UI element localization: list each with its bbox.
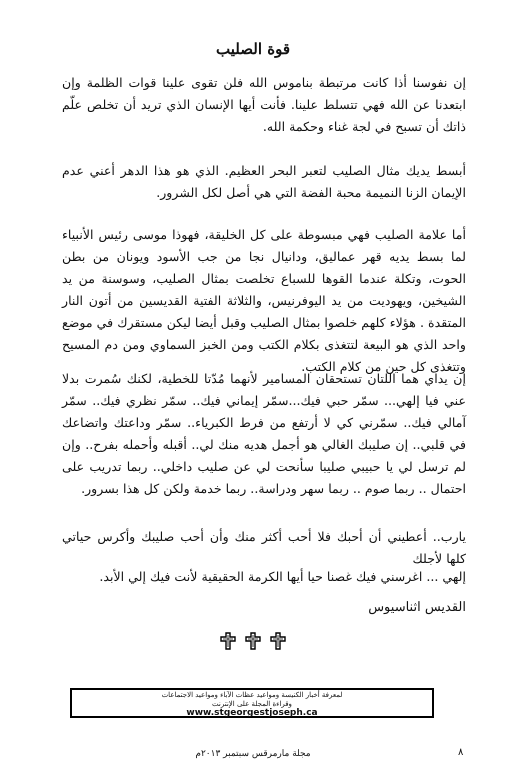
signature-author: القديس اثناسيوس — [368, 600, 466, 615]
paragraph-prayer-vine: إلهي ... اغرسني فيك غصنا حيا أيها الكرمة الحقيقية لأنت فيك إلي الأبد. — [99, 569, 466, 584]
document-title: قوة الصليب — [216, 40, 290, 58]
page-number: ٨ — [458, 747, 464, 758]
crosses-ornament — [0, 632, 506, 654]
paragraph-stretch-hands: أبسط يديك مثال الصليب لتعبر البحر العظيم. الذي هو هذا الدهر أعني عدم الإيمان الزنا النميمة محبة الفضة التي هي أصل لكل الشرور. — [62, 163, 466, 200]
paragraph-prayer-lord: يارب.. أعطيني أن أحبك فلا أحب أكثر منك وأن أحب صليبك وأكرس حياتي كلها لأجلك — [62, 529, 466, 566]
footer-magazine-issue: مجلة مارمرقس سبتمبر ٢٠١٣م — [195, 749, 311, 759]
ad-line-read-online: وقراءة المجلة على الإنترنت — [212, 699, 292, 708]
cross-icon — [220, 632, 236, 654]
paragraph-intro: إن نفوسنا أذا كانت مرتبطة بناموس الله فلن تقوى علينا قوات الظلمة وإن ابتعدنا عن الله فهي تتسلط علينا. فأنت أيها الإنسان الذي تريد أن تخلص علّم ذاتك أن تسبح في لجة غناء وحكمة الله. — [62, 75, 466, 134]
website-link[interactable]: www.stgeorgestjoseph.ca — [186, 708, 318, 718]
cross-icon — [245, 632, 261, 654]
cross-icon — [270, 632, 286, 654]
ad-line-news: لمعرفة أخبار الكنيسة ومواعيد عظات الآباء ومواعيد الاجتماعات — [161, 691, 343, 699]
paragraph-sign-of-cross: أما علامة الصليب فهي مبسوطة على كل الخليقة، فهوذا موسى رئيس الأنبياء لما بسط يديه قهر عماليق، ودانيال نجا من جب الأسود ويونان من بطن الحوت، وتكلة عندما القوها للسباع تخلصت بمثال الصليب، وسوسنة من يد الشيخين، ويهوديت من يد اليوفرنيس، والثلاثة الفتية القديسين من أتون النار المتقدة . هؤلاء كلهم خلصوا بمثال الصليب وقبل أيضا ليكن مستقرك في موضع واحد الذي هو البيعة لتتغذى بكلام الكتب ومن الخبز السماوي ومن دم المسيح وتتغذى كل حين من كلام الكتب. — [62, 227, 466, 374]
paragraph-my-hands: إن يداي هما اللتان تستحقان المسامير لأنهما مُدّتا للخطية، لكنك سُمرت بدلا عني فيا إلهي... سمّر حبي فيك...سمّر إيماني فيك.. سمّر نظري فيك.. سمّر آمالي فيك.. سمّرني كي لا أرتفع من فرط الكبرياء.. سمّر وداعتك واتضاعك في قلبي.. إن صليبك الغالي هو أجمل هديه منك لي.. أقبله وأحمله بفرح.. وإن لم ترسل لي يا حبيبي صليبا سأنحت لي عن صليب داخلي.. ربما تدريب على احتمال .. ربما صوم .. ربما سهر ودراسة.. ربما خدمة ولكن كل هذا بسرور. — [62, 371, 466, 496]
church-website-box — [70, 688, 434, 718]
